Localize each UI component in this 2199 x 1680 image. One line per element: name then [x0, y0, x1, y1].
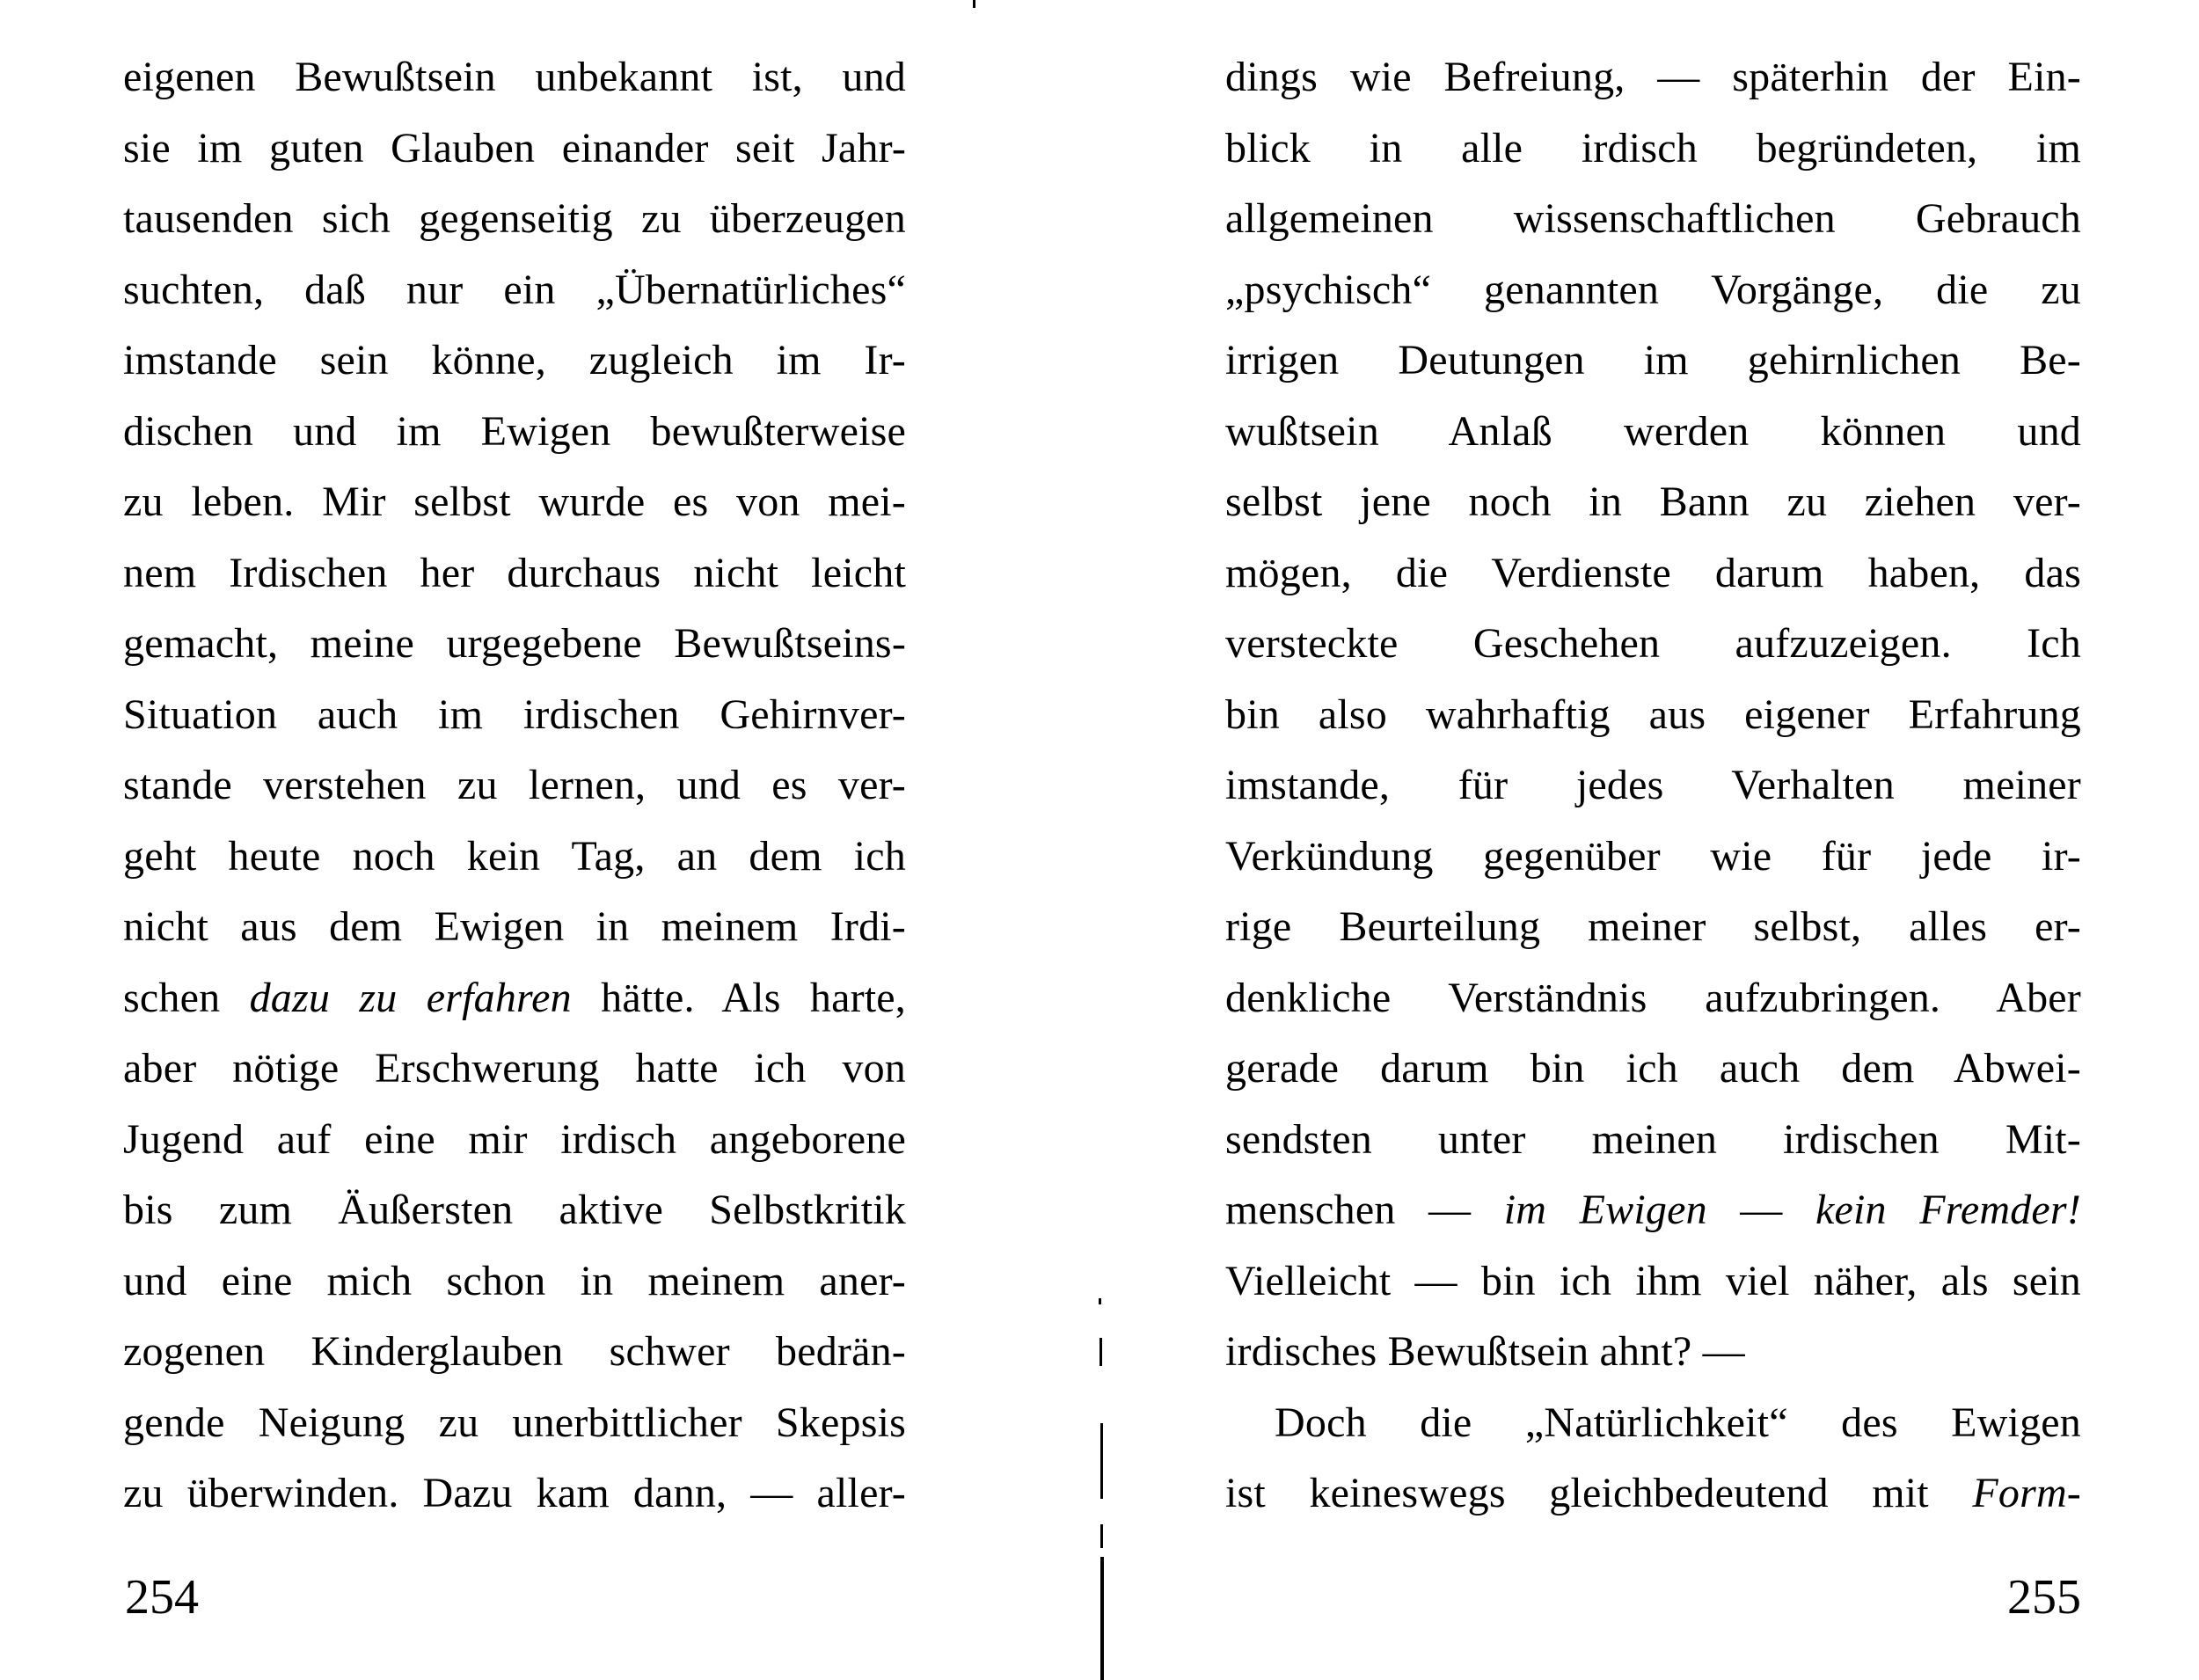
text-segment: hätte. Als harte, [571, 974, 906, 1021]
text-segment: tausenden sich gegenseitig zu überzeugen [123, 195, 906, 242]
right-page-text-column [1225, 42, 2081, 1530]
text-segment: Verkündung gegenüber wie für jede ir- [1225, 832, 2081, 880]
italic-text-segment: im Ewigen [1503, 1187, 1707, 1233]
text-line [1225, 680, 2081, 751]
text-segment: ist keineswegs gleichbedeutend mit [1225, 1470, 1973, 1516]
text-segment: schen [123, 974, 250, 1021]
text-segment: nem Irdischen her durchaus nicht leicht [123, 549, 906, 596]
text-segment: imstande sein könne, zugleich im Ir- [123, 337, 906, 383]
text-segment: gende Neigung zu unerbittlicher Skepsis [123, 1399, 906, 1446]
binding-fold-mark [1099, 1298, 1101, 1304]
text-line [1225, 538, 2081, 610]
text-line [123, 397, 906, 468]
binding-fold-mark [1100, 1338, 1102, 1366]
text-segment: Jugend auf eine mir irdisch angeborene [123, 1115, 906, 1163]
text-line [123, 1458, 906, 1530]
text-line [123, 42, 906, 113]
text-segment: stande verstehen zu lernen, und es ver- [123, 762, 906, 808]
text-segment: sie im guten Glauben einander seit Jahr- [123, 124, 906, 172]
text-segment: suchten, daß nur ein „Übernatürliches“ [123, 266, 906, 313]
text-line [1225, 892, 2081, 963]
text-line [1225, 963, 2081, 1034]
text-line [123, 1105, 906, 1176]
text-segment: — [1706, 1187, 1815, 1233]
text-line [123, 822, 906, 893]
text-segment: wußtsein Anlaß werden können und [1225, 407, 2081, 455]
text-line [1225, 1317, 2081, 1388]
text-line [123, 113, 906, 185]
text-line [1225, 113, 2081, 185]
italic-text-segment: dazu zu erfahren [249, 974, 572, 1021]
text-segment: imstande, für jedes Verhalten meiner [1225, 762, 2081, 808]
text-line [1225, 467, 2081, 538]
text-segment: denkliche Verständnis aufzubringen. Aber [1225, 974, 2081, 1021]
text-line [123, 1034, 906, 1105]
text-line [1225, 1246, 2081, 1318]
text-segment: gerade darum bin ich auch dem Abwei- [1225, 1045, 2081, 1092]
text-line [1225, 42, 2081, 113]
text-segment: irdisches Bewußtsein ahnt? — [1225, 1328, 1745, 1375]
page-number-right: 255 [2007, 1570, 2081, 1625]
text-segment: Situation auch im irdischen Gehirnver- [123, 690, 906, 738]
text-line [1225, 397, 2081, 468]
text-line [1225, 255, 2081, 326]
binding-fold-mark [1100, 1524, 1103, 1548]
text-line [123, 1246, 906, 1318]
text-line [1225, 1458, 2081, 1530]
text-line [1225, 1175, 2081, 1246]
text-segment: nicht aus dem Ewigen in meinem Irdi- [123, 903, 906, 950]
text-segment: irrigen Deutungen im gehirnlichen Be- [1225, 337, 2081, 383]
text-line [123, 255, 906, 326]
text-line [1225, 609, 2081, 680]
text-segment: mögen, die Verdienste darum haben, das [1225, 549, 2081, 596]
text-segment: selbst jene noch in Bann zu ziehen ver- [1225, 478, 2081, 525]
text-segment: Doch die „Natürlichkeit“ des Ewigen [1275, 1399, 2081, 1446]
text-line [1225, 325, 2081, 397]
text-line [1225, 1105, 2081, 1176]
text-segment: gemacht, meine urgegebene Bewußtseins- [123, 620, 906, 667]
text-segment: menschen — [1225, 1187, 1504, 1233]
text-line [123, 963, 906, 1034]
text-segment: und eine mich schon in meinem aner- [123, 1257, 906, 1304]
text-segment: zu leben. Mir selbst wurde es von mei- [123, 478, 906, 525]
text-line [1225, 1388, 2081, 1459]
text-segment: sendsten unter meinen irdischen Mit- [1225, 1115, 2081, 1163]
text-line [123, 538, 906, 610]
text-segment: allgemeinen wissenschaftlichen Gebrauch [1225, 195, 2081, 242]
binding-fold-mark [1100, 1423, 1103, 1499]
text-segment: zu überwinden. Dazu kam dann, — aller- [123, 1470, 906, 1516]
text-line [1225, 1034, 2081, 1105]
text-segment: zogenen Kinderglauben schwer bedrän- [123, 1328, 906, 1375]
text-line [1225, 822, 2081, 893]
italic-text-segment: Form- [1972, 1470, 2081, 1516]
text-segment: dischen und im Ewigen bewußterweise [123, 407, 906, 455]
text-segment: aber nötige Erschwerung hatte ich von [123, 1045, 906, 1092]
text-segment: dings wie Befreiung, — späterhin der Ein- [1225, 54, 2081, 100]
text-segment: bin also wahrhaftig aus eigener Erfahrung [1225, 690, 2081, 738]
text-segment: versteckte Geschehen aufzuzeigen. Ich [1225, 620, 2081, 667]
italic-text-segment: kein Fremder! [1815, 1187, 2081, 1233]
text-segment: rige Beurteilung meiner selbst, alles er- [1225, 903, 2081, 950]
text-segment: blick in alle irdisch begründeten, im [1225, 124, 2081, 172]
text-line [123, 680, 906, 751]
text-line [123, 1317, 906, 1388]
text-line [1225, 184, 2081, 255]
text-segment: eigenen Bewußtsein unbekannt ist, und [123, 54, 906, 100]
page-number-left: 254 [125, 1570, 199, 1625]
text-line [123, 750, 906, 822]
text-line [1225, 750, 2081, 822]
text-line [123, 184, 906, 255]
text-line [123, 467, 906, 538]
text-line [123, 1175, 906, 1246]
text-line [123, 1388, 906, 1459]
text-line [123, 609, 906, 680]
text-segment: bis zum Äußersten aktive Selbstkritik [123, 1187, 906, 1233]
text-segment: „psychisch“ genannten Vorgänge, die zu [1225, 266, 2081, 313]
text-segment: Vielleicht — bin ich ihm viel näher, als sein [1225, 1257, 2081, 1304]
binding-fold-line [1100, 1557, 1104, 1680]
text-line [123, 892, 906, 963]
scan-edge-artifact [973, 0, 975, 8]
text-line [123, 325, 906, 397]
left-page-text-column [123, 42, 906, 1530]
text-segment: geht heute noch kein Tag, an dem ich [123, 832, 906, 880]
